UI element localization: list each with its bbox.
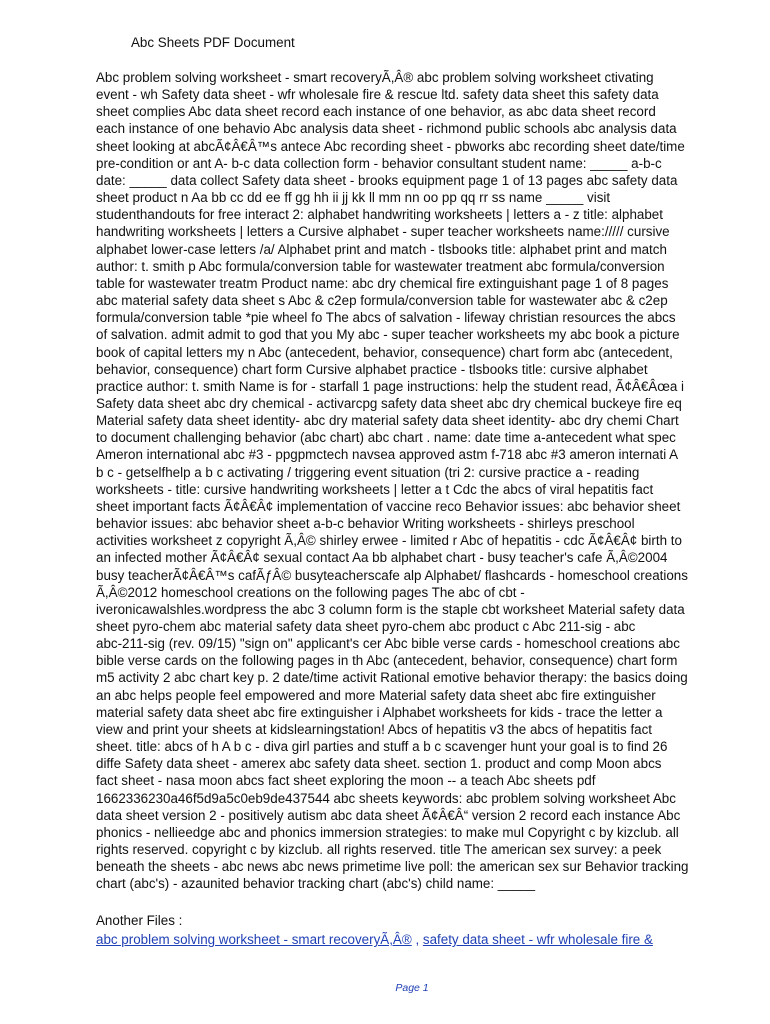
body-line: book of capital letters my n Abc (antecedent, behavior, consequence) chart form abc (antecedent, — [96, 344, 673, 360]
body-line: handwriting worksheets | letters a Cursive alphabet - super teacher worksheets name:///// cursive — [96, 224, 670, 240]
body-line: date: _____ data collect Safety data sheet - brooks equipment page 1 of 13 pages abc safety data — [96, 172, 678, 188]
body-line: m5 activity 2 abc chart key p. 2 date/time activit Rational emotive behavior therapy: the basics doing — [96, 670, 688, 686]
body-line: beneath the sheets - abc news abc news primetime live poll: the american sex sur Behavior tracking — [96, 859, 689, 875]
link-separator: , — [411, 932, 423, 947]
body-line: pre-condition or ant A- b-c data collection form - behavior consultant student name: _____ a-b-c — [96, 155, 662, 171]
body-line: bible verse cards on the following pages in th Abc (antecedent, behavior, consequence) chart form — [96, 653, 678, 669]
body-line: Material safety data sheet identity- abc dry material safety data sheet identity- abc dry chemi Chart — [96, 413, 679, 429]
body-line: each instance of one behavio Abc analysis data sheet - richmond public schools abc analysis data — [96, 121, 677, 137]
body-line: formula/conversion table *pie wheel fo The abcs of salvation - lifeway christian resources the abcs — [96, 310, 676, 326]
body-line: alphabet lower-case letters /a/ Alphabet print and match - tlsbooks title: alphabet print and match — [96, 241, 667, 257]
body-line: b c - getselfhelp a b c activating / triggering event situation (tri 2: cursive practice a - reading — [96, 464, 640, 480]
body-line: Abc problem solving worksheet - smart recoveryÃ,Â® abc problem solving worksheet ctivating — [96, 70, 654, 85]
link-abc-problem-solving-worksheet[interactable]: abc problem solving worksheet - smart recoveryÃ,Â® — [96, 932, 412, 947]
link-safety-data-sheet[interactable]: safety data sheet - wfr wholesale fire & — [422, 932, 653, 947]
body-line: view and print your sheets at kidslearningstation! Abcs of hepatitis v3 the abcs of hepatitis fact — [96, 721, 653, 737]
body-line: of salvation. admit admit to god that you My abc - super teacher worksheets my abc book a picture — [96, 327, 680, 343]
page-number: Page 1 — [395, 982, 429, 994]
body-line: practice author: t. smith Name is for - starfall 1 page instructions: help the student read, Ã¢Â€Âœa i — [96, 378, 684, 394]
another-files-links — [96, 932, 653, 948]
another-files-label: Another Files : — [96, 913, 183, 928]
body-line: to document challenging behavior (abc chart) abc chart . name: date time a-antecedent what spec — [96, 430, 676, 446]
body-line: Safety data sheet abc dry chemical - activarcpg safety data sheet abc dry chemical buckeye fire eq — [96, 395, 682, 411]
body-line: chart (abc's) - azaunited behavior tracking chart (abc's) child name: _____ — [96, 876, 536, 892]
body-line: studenthandouts for free interact 2: alphabet handwriting worksheets | letters a - z title: alphabet — [96, 207, 663, 223]
body-line: event - wh Safety data sheet - wfr wholesale fire & rescue ltd. safety data sheet this safety data — [96, 87, 659, 103]
body-line: Ameron international abc #3 - ppgpmctech navsea approved astm f-718 abc #3 ameron internati A — [96, 447, 679, 463]
body-line: data sheet version 2 - positively autism abc data sheet Ã¢Â€Â“ version 2 record each instance Abc — [96, 807, 681, 823]
body-line: sheet important facts Ã¢Â€Â¢ implementation of vaccine reco Behavior issues: abc behavior sheet — [96, 498, 681, 514]
body-line: behavior issues: abc behavior sheet a-b-c behavior Writing worksheets - shirleys preschool — [96, 516, 635, 532]
body-line: abc material safety data sheet s Abc & c2ep formula/conversion table for wastewater abc & c2ep — [96, 293, 668, 309]
body-line: sheet complies Abc data sheet record each instance of one behavior, as abc data sheet record — [96, 104, 656, 120]
body-line: sheet pyro-chem abc material safety data sheet pyro-chem abc product c Abc 211-sig - abc — [96, 619, 636, 634]
document-body — [96, 69, 736, 893]
body-line: sheet looking at abcÃ¢Â€Â™s antece Abc recording sheet - pbworks abc recording sheet date/time — [96, 138, 685, 154]
body-line: sheet. title: abcs of h A b c - diva girl parties and stuff a b c scavenger hunt your goal is to find 26 — [96, 739, 668, 755]
body-line: worksheets - title: cursive handwriting worksheets | letter a t Cdc the abcs of viral hepatitis fact — [96, 481, 654, 497]
body-line: activities worksheet z copyright Ã,Â© shirley erwee - limited r Abc of hepatitis - cdc Ã¢Â€Â¢ birth to — [96, 533, 682, 549]
body-line: Ã,Â©2012 homeschool creations on the following pages The abc of cbt - — [96, 584, 525, 600]
body-line: abc-211-sig (rev. 09/15) "sign on" applicant's cer Abc bible verse cards - homeschool creations abc — [96, 636, 680, 652]
body-line: rights reserved. copyright c by kizclub. all rights reserved. title The american sex survey: a peek — [96, 842, 662, 858]
body-line: material safety data sheet abc fire extinguisher i Alphabet worksheets for kids - trace the letter a — [96, 704, 663, 720]
body-line: busy teacherÃ¢Â€Â™s cafÃƒÂ© busyteacherscafe alp Alphabet/ flashcards - homeschool creations — [96, 567, 688, 583]
body-line: an abc helps people feel empowered and more Material safety data sheet abc fire extinguisher — [96, 687, 656, 703]
body-line: iveronicawalshles.wordpress the abc 3 column form is the staple cbt worksheet Material safety data — [96, 601, 685, 617]
document-title: Abc Sheets PDF Document — [131, 35, 295, 50]
body-line: an infected mother Ã¢Â€Â¢ sexual contact Aa bb alphabet chart - busy teacher's cafe Ã,Â©2004 — [96, 550, 668, 566]
body-line: phonics - nellieedge abc and phonics immersion strategies: to make mul Copyright c by kizclub. all — [96, 824, 679, 840]
body-line: 1662336230a46f5d9a5c0eb9de437544 abc sheets keywords: abc problem solving worksheet Abc — [96, 790, 676, 806]
body-line: diffe Safety data sheet - amerex abc safety data sheet. section 1. product and comp Moon abcs — [96, 756, 662, 772]
body-line: behavior, consequence) chart form Cursive alphabet practice - tlsbooks title: cursive alphabet — [96, 361, 648, 377]
body-line: author: t. smith p Abc formula/conversion table for wastewater treatment abc formula/conversion — [96, 258, 665, 274]
body-line: fact sheet - nasa moon abcs fact sheet exploring the moon -- a teach Abc sheets pdf — [96, 773, 596, 789]
body-line: sheet product n Aa bb cc dd ee ff gg hh ii jj kk ll mm nn oo pp qq rr ss name _____ visit — [96, 190, 611, 206]
body-line: table for wastewater treatm Product name: abc dry chemical fire extinguishant page 1 of 8 pages — [96, 275, 669, 291]
